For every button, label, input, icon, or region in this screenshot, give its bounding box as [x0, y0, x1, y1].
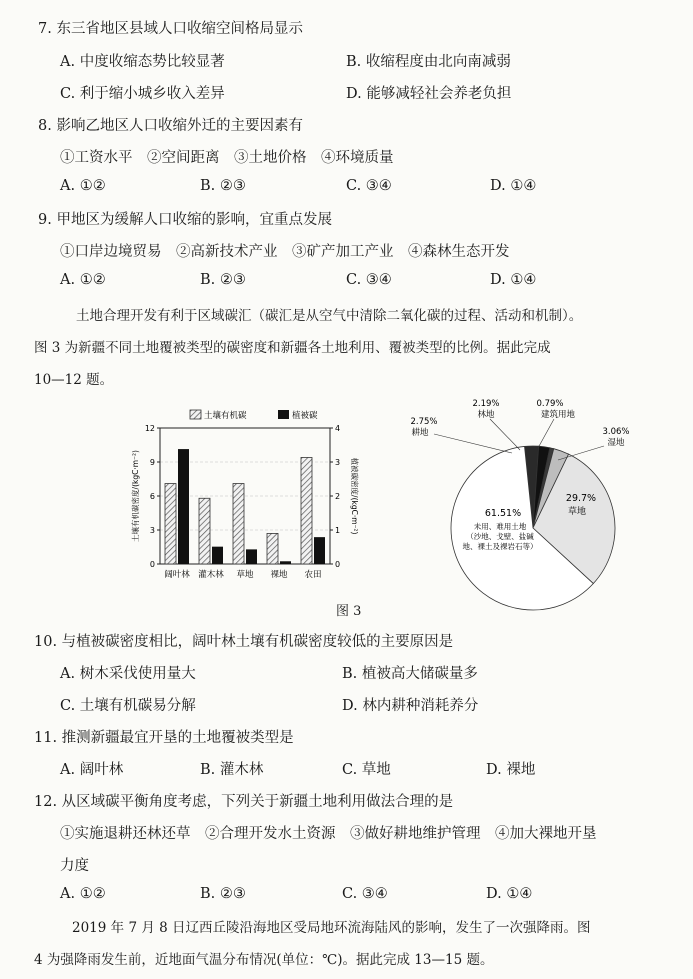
legend-swatch-soil: [190, 410, 201, 419]
intro2-line2: 4 为强降雨发生前，近地面气温分布情况(单位：℃)。据此完成 13—15 题。: [34, 952, 494, 968]
pie-label-name: 建筑用地: [540, 410, 576, 420]
bar-soil-carbon: [301, 457, 312, 564]
bar-soil-carbon: [267, 533, 278, 564]
q12-stem: 12. 从区域碳平衡角度考虑，下列关于新疆土地利用做法合理的是: [34, 794, 454, 810]
pie-label-name: 湿地: [607, 438, 625, 448]
x-tick-label: 裸地: [270, 570, 288, 580]
q12-items-cont: 力度: [60, 858, 89, 874]
pie-label-percent: 61.51%: [484, 508, 522, 519]
bar-soil-carbon: [199, 498, 210, 564]
pie-chart: [410, 399, 629, 610]
intro1-line2: 图 3 为新疆不同土地覆被类型的碳密度和新疆各土地利用、覆被类型的比例。据此完成: [34, 340, 551, 356]
pie-label-percent: 2.19%: [472, 399, 500, 409]
q11-option-b[interactable]: B. 灌木林: [200, 762, 264, 778]
pie-label-percent: 2.75%: [410, 417, 438, 427]
q8-option-d[interactable]: D. ①④: [490, 178, 537, 194]
q12-option-b[interactable]: B. ②③: [200, 886, 246, 902]
y2-tick-label: 0: [335, 560, 341, 569]
q12-option-d[interactable]: D. ①④: [486, 886, 533, 902]
x-tick-label: 阔叶林: [164, 570, 190, 580]
bar-vegetation-carbon: [280, 561, 291, 564]
q8-items: ①工资水平 ②空间距离 ③土地价格 ④环境质量: [60, 150, 394, 166]
x-tick-label: 灌木林: [198, 570, 224, 580]
bar-chart: [130, 410, 360, 580]
q10-option-a[interactable]: A. 树木采伐使用量大: [60, 666, 196, 682]
y-tick-label: 12: [144, 424, 155, 433]
q11-option-a[interactable]: A. 阔叶林: [60, 762, 124, 778]
q8-option-b[interactable]: B. ②③: [200, 178, 246, 194]
pie-label-percent: 3.06%: [602, 427, 630, 437]
y2-axis-label: 植被碳密度/(kgC·m⁻²): [350, 457, 359, 535]
bar-vegetation-carbon: [212, 547, 223, 564]
q9-option-a[interactable]: A. ①②: [60, 272, 106, 288]
q7-stem: 7. 东三省地区县域人口收缩空间格局显示: [38, 21, 303, 37]
figure-caption: 图 3: [336, 604, 362, 619]
y-axis-label: 土壤有机碳密度/(kgC·m⁻²): [131, 450, 140, 542]
y2-tick-label: 4: [335, 424, 341, 433]
y-tick-label: 3: [149, 526, 155, 535]
q12-items: ①实施退耕还林还草 ②合理开发水土资源 ③做好耕地维护管理 ④加大裸地开垦: [60, 826, 597, 842]
q7-option-d[interactable]: D. 能够减轻社会养老负担: [346, 86, 512, 102]
x-tick-label: 草地: [236, 570, 254, 580]
legend-swatch-vegetation: [278, 410, 289, 419]
q8-option-c[interactable]: C. ③④: [346, 178, 392, 194]
q10-stem: 10. 与植被碳密度相比，阔叶林土壤有机碳密度较低的主要原因是: [34, 634, 454, 650]
q9-items: ①口岸边境贸易 ②高新技术产业 ③矿产加工产业 ④森林生态开发: [60, 244, 510, 260]
pie-leader-line: [490, 419, 520, 450]
q8-stem: 8. 影响乙地区人口收缩外迁的主要因素有: [38, 118, 303, 134]
figure-3: [118, 398, 638, 623]
intro2-line1: 2019 年 7 月 8 日辽西丘陵沿海地区受局地环流海陆风的影响，发生了一次强降雨。图: [72, 920, 591, 936]
pie-label-name: （沙地、戈壁、盐碱: [466, 532, 534, 541]
pie-leader-line: [538, 419, 554, 448]
q7-option-a[interactable]: A. 中度收缩态势比较显著: [60, 54, 225, 70]
bar-soil-carbon: [165, 484, 176, 564]
q11-option-c[interactable]: C. 草地: [342, 762, 391, 778]
q12-option-a[interactable]: A. ①②: [60, 886, 106, 902]
x-tick-label: 农田: [304, 570, 322, 580]
q9-option-b[interactable]: B. ②③: [200, 272, 246, 288]
q11-option-d[interactable]: D. 裸地: [486, 762, 536, 778]
intro1-line3: 10—12 题。: [34, 372, 114, 388]
y2-tick-label: 1: [335, 526, 341, 535]
pie-label-name: 未用、难用土地: [473, 522, 527, 531]
intro1-line1: 土地合理开发有利于区域碳汇（碳汇是从空气中清除二氧化碳的过程、活动和机制）。: [76, 308, 583, 324]
y-tick-label: 0: [149, 560, 155, 569]
pie-label-name: 耕地: [411, 428, 429, 438]
q9-stem: 9. 甲地区为缓解人口收缩的影响，宜重点发展: [38, 212, 332, 228]
pie-label-name: 地、裸土及裸岩石等）: [462, 542, 538, 551]
q7-option-b[interactable]: B. 收缩程度由北向南减弱: [346, 54, 511, 70]
q9-option-c[interactable]: C. ③④: [346, 272, 392, 288]
q7-option-c[interactable]: C. 利于缩小城乡收入差异: [60, 86, 225, 102]
pie-label-percent: 0.79%: [536, 399, 564, 409]
q12-option-c[interactable]: C. ③④: [342, 886, 388, 902]
bar-vegetation-carbon: [246, 549, 257, 564]
legend-label-soil: 土壤有机碳: [204, 411, 247, 421]
pie-label-name: 草地: [567, 507, 587, 517]
y-tick-label: 6: [149, 492, 155, 501]
q8-option-a[interactable]: A. ①②: [60, 178, 106, 194]
bar-vegetation-carbon: [178, 449, 189, 564]
bar-soil-carbon: [233, 484, 244, 564]
y2-tick-label: 2: [335, 492, 341, 501]
pie-label-percent: 29.7%: [565, 493, 597, 504]
pie-label-name: 林地: [477, 410, 495, 420]
y2-tick-label: 3: [335, 458, 341, 467]
y-tick-label: 9: [149, 458, 155, 467]
q11-stem: 11. 推测新疆最宜开垦的土地覆被类型是: [34, 730, 294, 746]
q10-option-b[interactable]: B. 植被高大储碳量多: [342, 666, 478, 682]
q10-option-d[interactable]: D. 林内耕种消耗养分: [342, 698, 479, 714]
q9-option-d[interactable]: D. ①④: [490, 272, 537, 288]
bar-vegetation-carbon: [314, 537, 325, 564]
pie-leader-line: [434, 434, 512, 453]
legend-label-vegetation: 植被碳: [292, 411, 318, 421]
q10-option-c[interactable]: C. 土壤有机碳易分解: [60, 698, 196, 714]
